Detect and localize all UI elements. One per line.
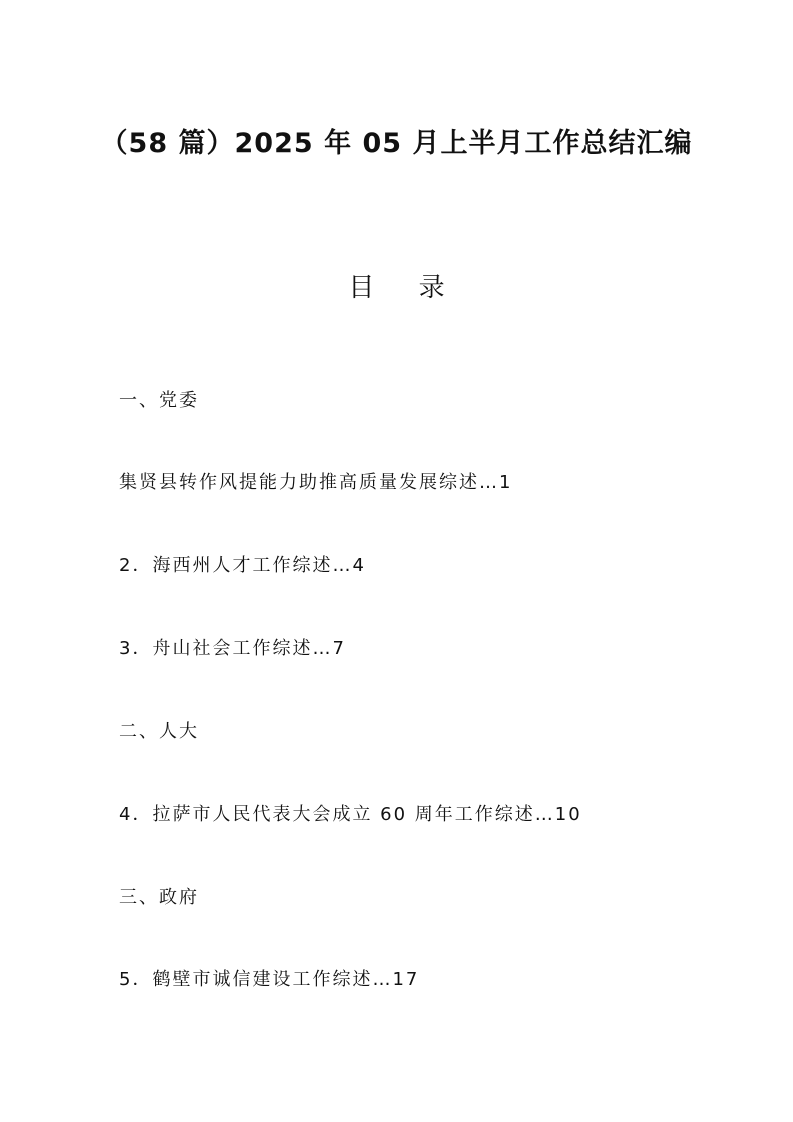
toc-heading: 目 录 [348,273,463,303]
toc-entry-4: 4．拉萨市人民代表大会成立 60 周年工作综述…10 [119,804,582,825]
toc-section-peoples-congress: 二、人大 [119,721,199,742]
toc-section-government: 三、政府 [119,887,199,908]
toc-entry-1: 集贤县转作风提能力助推高质量发展综述…1 [119,472,513,493]
document-title: （58 篇）2025 年 05 月上半月工作总结汇编 [100,128,693,159]
toc-entry-5: 5．鹤壁市诚信建设工作综述…17 [119,969,420,990]
toc-entry-3: 3．舟山社会工作综述…7 [119,638,346,659]
toc-section-party-committee: 一、党委 [119,390,199,411]
toc-entry-2: 2．海西州人才工作综述…4 [119,555,366,576]
